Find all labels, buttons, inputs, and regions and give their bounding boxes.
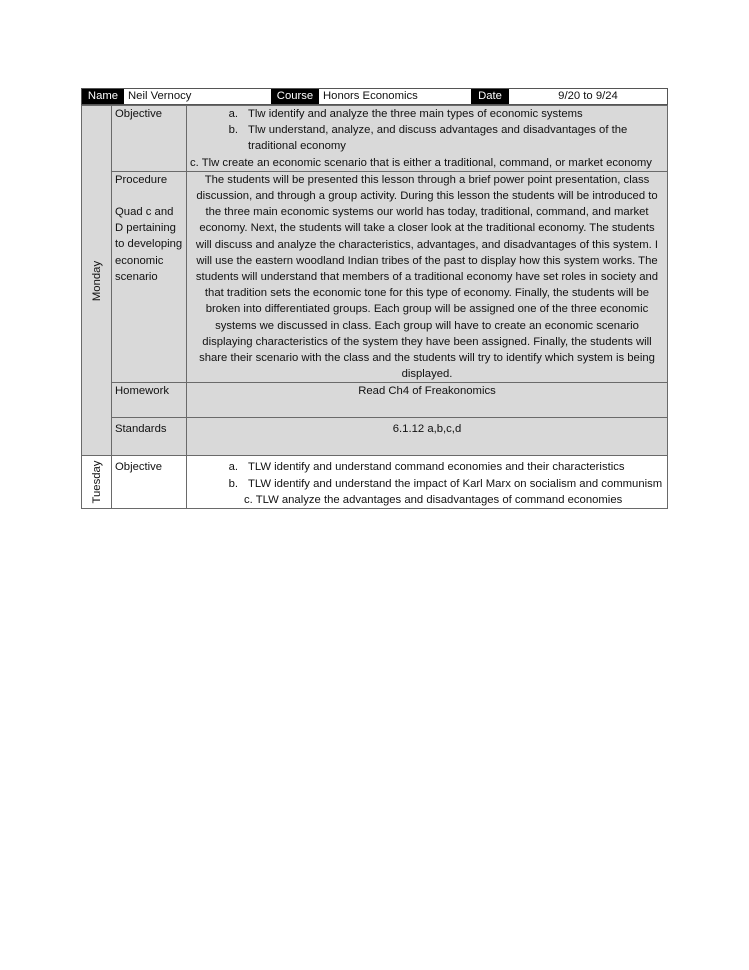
lesson-table (81, 105, 668, 509)
standards-label: Standards (112, 418, 187, 456)
tuesday-day-cell (82, 456, 112, 509)
name-label: Name (82, 89, 124, 104)
monday-day-cell (82, 106, 112, 456)
procedure-label: Procedure (115, 173, 168, 186)
monday-objective-row (82, 106, 668, 172)
procedure-label-cell (112, 171, 187, 383)
objective-b: Tlw understand, analyze, and discuss advantages and disadvantages of the traditional economy (248, 124, 628, 153)
homework-text: Read Ch4 of Freakonomics (187, 383, 668, 418)
monday-procedure-row (82, 171, 668, 383)
objective-label: Objective (112, 106, 187, 172)
objective-a: Tlw identify and analyze the three main types of economic systems (248, 108, 583, 120)
course-value: Honors Economics (319, 89, 471, 104)
tuesday-objective: a. TLW identify and understand command economies and their characteristics b. TLW identify and understand the impact of Karl Marx on socialism and communism c. TLW analyze the advantages and disadvantages of command economies (187, 456, 668, 509)
tuesday-objective-a: TLW identify and understand command economies and their characteristics (248, 461, 625, 474)
name-value: Neil Vernocy (124, 89, 271, 104)
procedure-text: The students will be presented this lesson through a brief power point presentation, class discussion, and through a group activity. During this lesson the students will be introduced to the three main economic systems our world has today, traditional, command, and market economy. Next, the students will take a closer look at the traditional economy. The students will discuss and analyze the characteristics, advantages, and disadvantages of this system. I will use the eastern woodland Indian tribes of the past to display how this system works. The students will understand that members of a traditional economy have set roles in society and that tradition sets the economic tone for this type of economy. Finally, the students will be broken into differentiated groups. Each group will be assigned one of the three economic systems we discussed in class. Each group will have to create an economic scenario displaying characteristics of the system they have been assigned. Finally, the students will share their scenario with the class and the students will try to identify which system is being displayed. (187, 171, 668, 383)
tuesday-objective-label: Objective (112, 456, 187, 509)
tuesday-objective-b: TLW identify and understand the impact of Karl Marx on socialism and communism (248, 477, 663, 490)
objective-c: c. Tlw create an economic scenario that is either a traditional, command, or market economy (190, 156, 652, 169)
tuesday-objective-c: c. TLW analyze the advantages and disadvantages of command economies (244, 493, 623, 506)
date-label: Date (471, 89, 509, 104)
course-label: Course (271, 89, 319, 104)
lesson-plan (81, 88, 668, 509)
homework-label: Homework (112, 383, 187, 418)
monday-standards-row (82, 418, 668, 456)
monday-label: Monday (90, 260, 103, 301)
monday-objective: a. Tlw identify and analyze the three main types of economic systems b. Tlw understand, analyze, and discuss advantages and disadvantages of the traditional economy c. Tlw create an economic scenario that is either a traditional, command, or market economy (187, 106, 668, 172)
standards-text: 6.1.12 a,b,c,d (187, 418, 668, 456)
header-row (81, 88, 668, 105)
procedure-note: Quad c and D pertaining to developing economic scenario (115, 206, 183, 283)
tuesday-label: Tuesday (90, 460, 103, 504)
date-value: 9/20 to 9/24 (509, 89, 667, 104)
monday-homework-row (82, 383, 668, 418)
tuesday-objective-row (82, 456, 668, 509)
